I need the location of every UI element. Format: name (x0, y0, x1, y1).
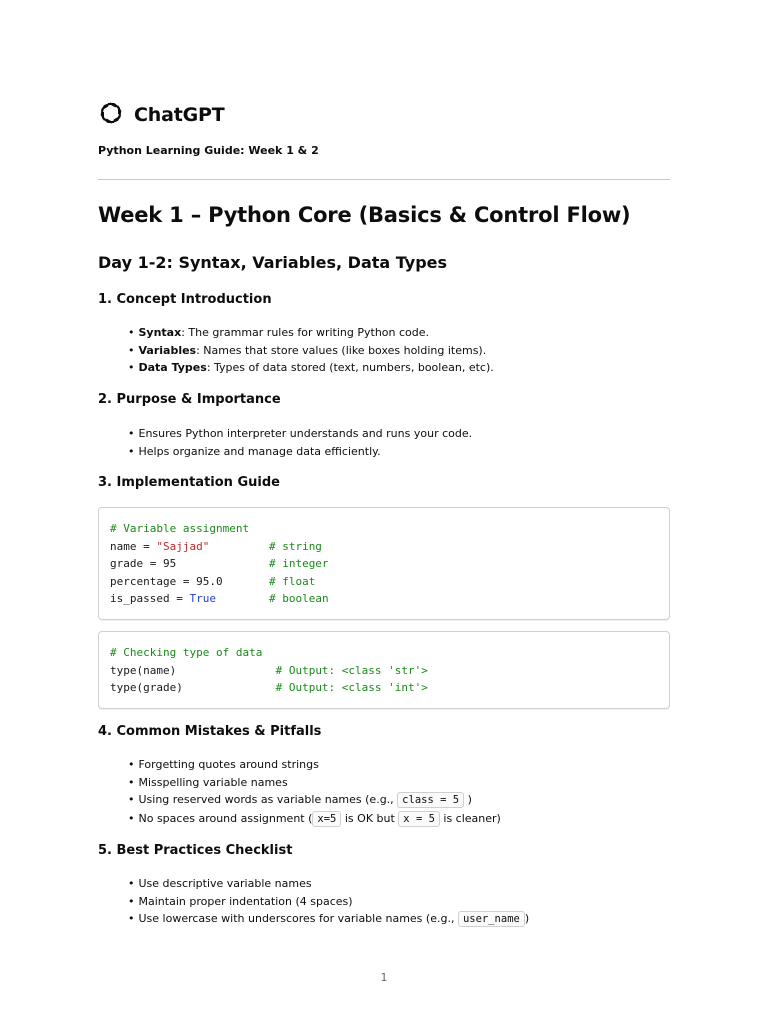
code-block-type-check[interactable]: # Checking type of data type(name) # Output: <class 'str'> type(grade) # Output: <class 'int'> (98, 631, 670, 709)
list-item: • Data Types: Types of data stored (text, numbers, boolean, etc). (128, 359, 494, 377)
inline-code: x=5 (312, 811, 341, 827)
day-heading: Day 1-2: Syntax, Variables, Data Types (98, 253, 448, 272)
list-item: • Maintain proper indentation (4 spaces) (128, 893, 529, 911)
code-block-variables[interactable]: # Variable assignment name = "Sajjad" # string grade = 95 # integer percentage = 95.0 # float is_passed = True # boolean (98, 507, 670, 620)
document-subtitle: Python Learning Guide: Week 1 & 2 (98, 144, 319, 157)
openai-logo-icon (98, 100, 124, 130)
list-item: • Helps organize and manage data efficiently. (128, 443, 472, 461)
mistakes-list (128, 756, 501, 828)
list-item: • Using reserved words as variable names (e.g., class = 5 ) (128, 791, 501, 810)
list-item: • Ensures Python interpreter understands and runs your code. (128, 425, 472, 443)
section-heading-best-practices: 5. Best Practices Checklist (98, 843, 293, 858)
section-heading-concept: 1. Concept Introduction (98, 292, 272, 307)
inline-code: class = 5 (397, 792, 464, 808)
inline-code: user_name (458, 911, 525, 927)
list-item: • Use descriptive variable names (128, 875, 529, 893)
divider (98, 179, 670, 180)
best-practices-list (128, 875, 529, 929)
section-heading-mistakes: 4. Common Mistakes & Pitfalls (98, 724, 322, 739)
page-number: 1 (380, 971, 388, 984)
list-item: • No spaces around assignment ( x=5 is OK but x = 5 is cleaner) (128, 810, 501, 829)
brand-name: ChatGPT (134, 104, 225, 126)
concept-list (128, 324, 494, 377)
list-item: • Syntax: The grammar rules for writing Python code. (128, 324, 494, 342)
list-item: • Misspelling variable names (128, 774, 501, 792)
section-heading-purpose: 2. Purpose & Importance (98, 392, 281, 407)
section-heading-implementation: 3. Implementation Guide (98, 475, 280, 490)
brand-header (98, 100, 224, 130)
list-item: • Variables: Names that store values (like boxes holding items). (128, 342, 494, 360)
list-item: • Forgetting quotes around strings (128, 756, 501, 774)
page-title: Week 1 – Python Core (Basics & Control Flow) (98, 203, 631, 227)
list-item: • Use lowercase with underscores for variable names (e.g., user_name ) (128, 910, 529, 929)
inline-code: x = 5 (398, 811, 440, 827)
purpose-list (128, 425, 472, 460)
